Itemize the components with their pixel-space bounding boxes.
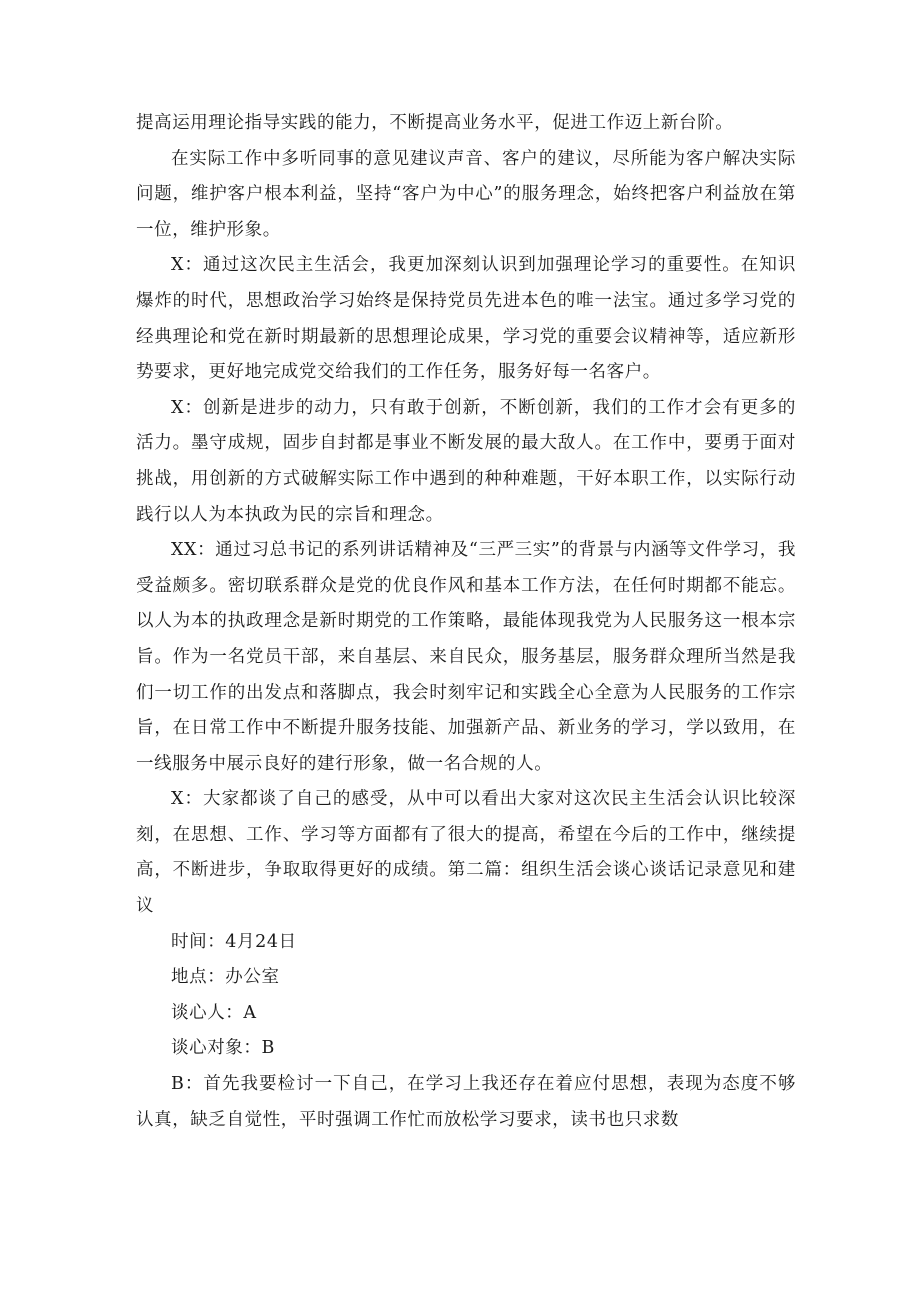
meta-place: 地点：办公室	[171, 967, 280, 988]
paragraph-self-criticism: B：首先我要检讨一下自己，在学习上我还存在着应付思想，表现为态度不够认真，缺乏自觉性，平时强调工作忙而放松学习要求，读书也只求数	[136, 1074, 796, 1130]
paragraph-continuation: 提高运用理论指导实践的能力，不断提高业务水平，促进工作迈上新台阶。	[136, 113, 734, 133]
meta-time: 时间：4月24日	[171, 931, 297, 952]
paragraph-speech-study: XX：通过习总书记的系列讲话精神及“三严三实”的背景与内涵等文件学习，我受益颇多。密切联系群众是党的优良作风和基本工作方法，在任何时期都不能忘。以人为本的执政理念是新时期党的工作策略，最能体现我党为人民服务这一根本宗旨。作为一名党员干部，来自基层、来自民众，服务基层，服务群众理所当然是我们一切工作的出发点和落脚点，我会时刻牢记和实践全心全意为人民服务的工作宗旨，在日常工作中不断提升服务技能、加强新产品、新业务的学习，学以致用，在一线服务中展示良好的建行形象，做一名合规的人。	[136, 540, 796, 774]
meta-target: 谈心对象：B	[171, 1038, 275, 1059]
document-body	[136, 106, 796, 1138]
meta-talker: 谈心人：A	[171, 1002, 257, 1023]
paragraph-customer-service: 在实际工作中多听同事的意见建议声音、客户的建议，尽所能为客户解决实际问题，维护客户根本利益，坚持“客户为中心”的服务理念，始终把客户利益放在第一位，维护形象。	[136, 148, 796, 240]
paragraph-theory-study: X：通过这次民主生活会，我更加深刻认识到加强理论学习的重要性。在知识爆炸的时代，思想政治学习始终是保持党员先进本色的唯一法宝。通过多学习党的经典理论和党在新时期最新的思想理论成果，学习党的重要会议精神等，适应新形势要求，更好地完成党交给我们的工作任务，服务好每一名客户。	[136, 255, 796, 383]
paragraph-innovation: X：创新是进步的动力，只有敢于创新，不断创新，我们的工作才会有更多的活力。墨守成规，固步自封都是事业不断发展的最大敌人。在工作中，要勇于面对挑战，用创新的方式破解实际工作中遇到的种种难题，干好本职工作，以实际行动践行以人为本执政为民的宗旨和理念。	[136, 397, 796, 525]
paragraph-summary: X：大家都谈了自己的感受，从中可以看出大家对这次民主生活会认识比较深刻，在思想、工作、学习等方面都有了很大的提高，希望在今后的工作中，继续提高，不断进步，争取取得更好的成绩。第二篇：组织生活会谈心谈话记录意见和建议	[136, 789, 796, 917]
